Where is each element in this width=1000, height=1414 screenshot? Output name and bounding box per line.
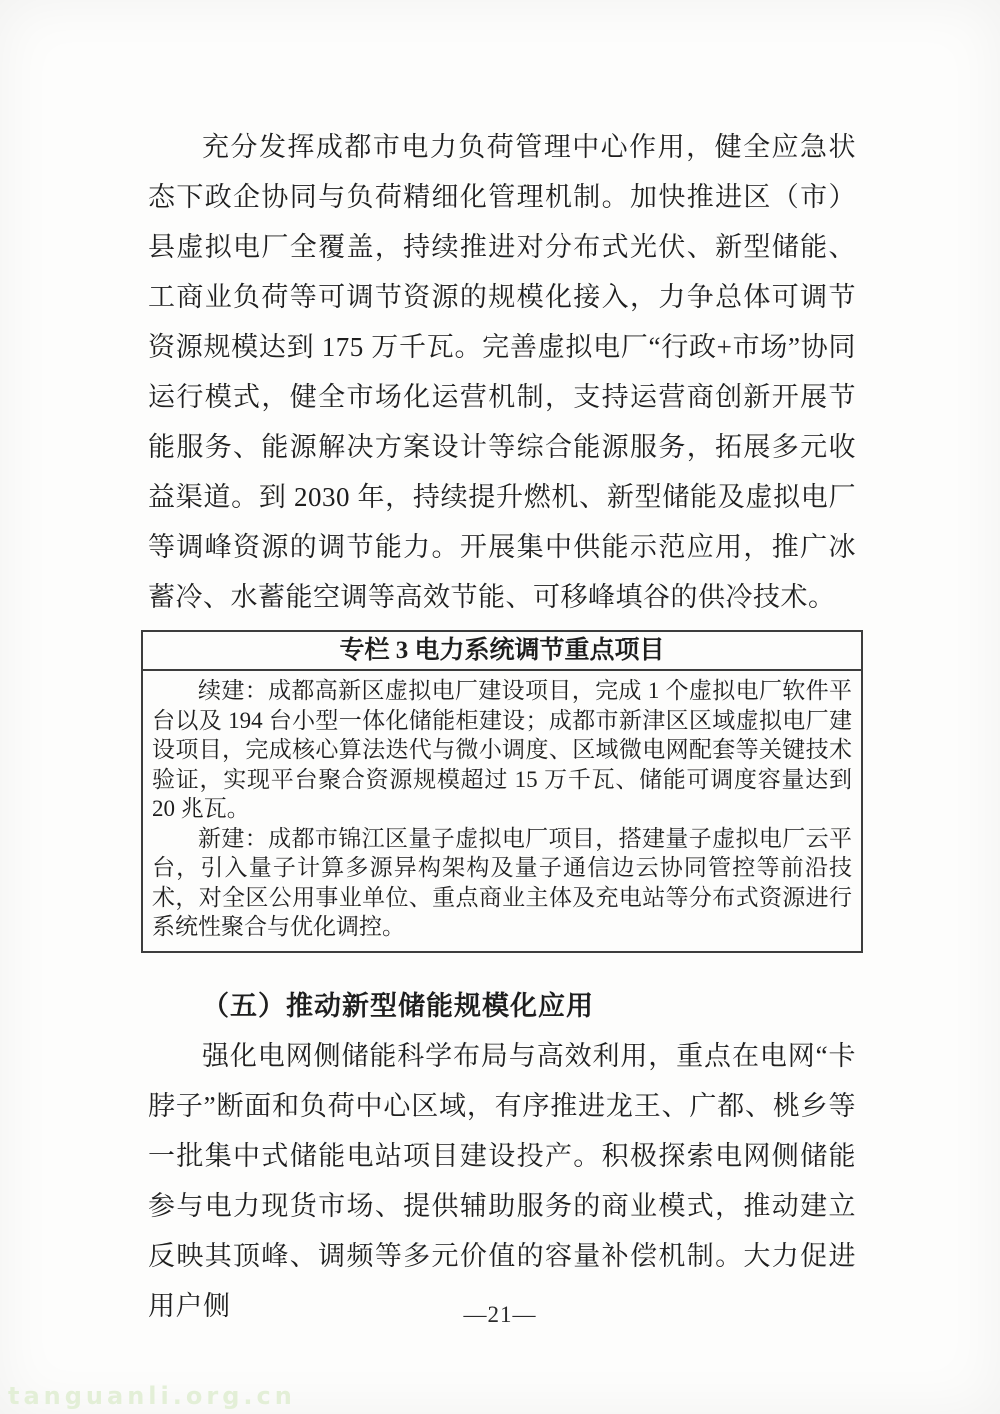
- callout-box-column-3: [141, 630, 863, 953]
- callout-box-title: 专栏 3 电力系统调节重点项目: [143, 632, 861, 671]
- watermark-text: tanguanli.org.cn: [8, 1382, 296, 1410]
- callout-paragraph-new-projects: 新建：成都市锦江区量子虚拟电厂项目，搭建量子虚拟电厂云平台，引入量子计算多源异构架构及量子通信边云协同管控等前沿技术，对全区公用事业单位、重点商业主体及充电站等分布式资源进行系统性聚合与优化调控。: [152, 825, 852, 939]
- callout-paragraph-continued-projects: 续建：成都高新区虚拟电厂建设项目，完成 1 个虚拟电厂软件平台以及 194 台小型一体化储能柜建设；成都市新津区区域虚拟电厂建设项目，完成核心算法迭代与微小调度、区域微电网配套等关键技术验证，实现平台聚合资源规模超过 15 万千瓦、储能可调度容量达到 20 兆瓦。: [152, 678, 852, 821]
- paragraph-grid-side-storage: 强化电网侧储能科学布局与高效利用，重点在电网“卡脖子”断面和负荷中心区域，有序推进龙王、广都、桃乡等一批集中式储能电站项目建设投产。积极探索电网侧储能参与电力现货市场、提供辅助服务的商业模式，推动建立反映其顶峰、调频等多元价值的容量补偿机制。大力促进用户侧: [148, 1040, 856, 1321]
- page-content: [148, 122, 856, 1331]
- page-number: —21—: [463, 1302, 537, 1327]
- callout-box-body: [143, 671, 861, 951]
- paragraph-power-load-management: 充分发挥成都市电力负荷管理中心作用，健全应急状态下政企协同与负荷精细化管理机制。加快推进区（市）县虚拟电厂全覆盖，持续推进对分布式光伏、新型储能、工商业负荷等可调节资源的规模化接入，力争总体可调节资源规模达到 175 万千瓦。完善虚拟电厂“行政+市场”协同运行模式，健全市场化运营机制，支持运营商创新开展节能服务、能源解决方案设计等综合能源服务，拓展多元收益渠道。到 2030 年，持续提升燃机、新型储能及虚拟电厂等调峰资源的调节能力。开展集中供能示范应用，推广冰蓄冷、水蓄能空调等高效节能、可移峰填谷的供冷技术。: [148, 132, 856, 612]
- section-heading-five: （五）推动新型储能规模化应用: [202, 990, 594, 1021]
